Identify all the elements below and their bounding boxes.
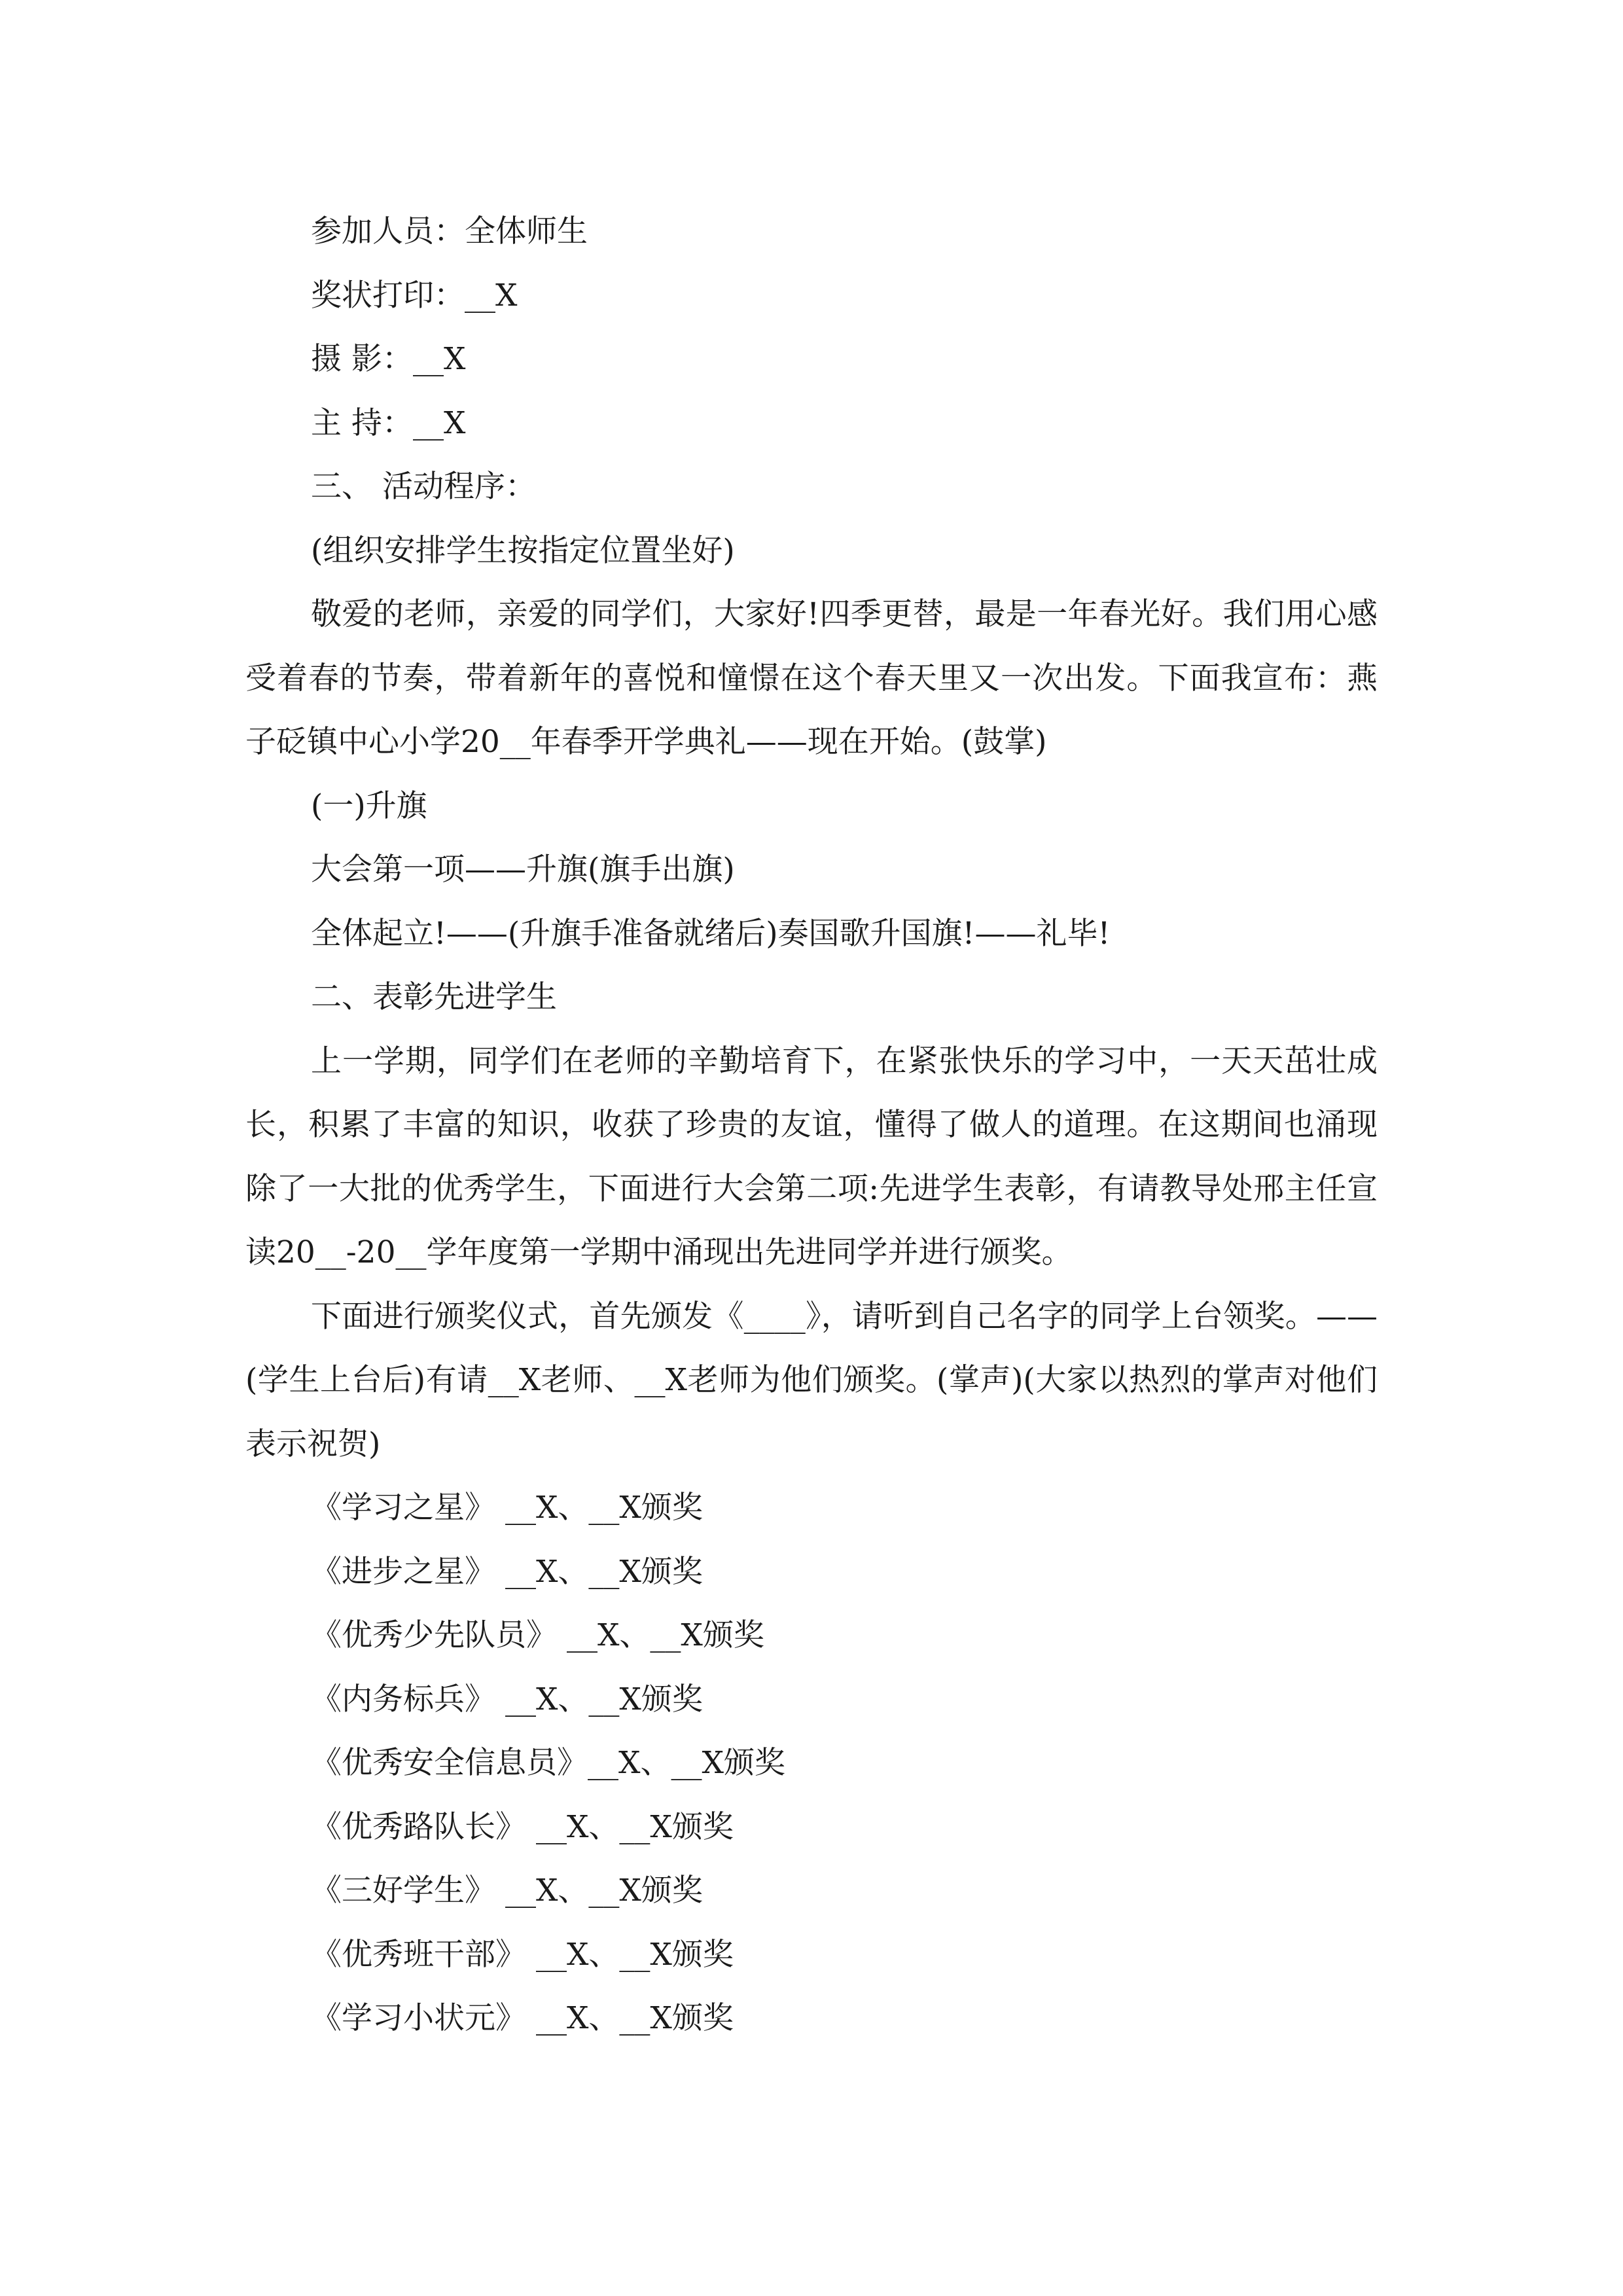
award-line: 《内务标兵》 __X、__X颁奖 — [311, 1681, 703, 1717]
opening-paragraph: 敬爱的老师，亲爱的同学们，大家好!四季更替，最是一年春光好。我们用心感受着春的节奏，带着新年的喜悦和憧憬在这个春天里又一次出发。下面我宣布：燕子砭镇中心小学20__年春季开学典礼——现在开始。(鼓掌) — [245, 596, 1378, 760]
commendation-paragraph: 上一学期，同学们在老师的辛勤培育下，在紧张快乐的学习中，一天天茁壮成长，积累了丰富的知识，收获了珍贵的友谊，懂得了做人的道理。在这期间也涌现除了一大批的优秀学生，下面进行大会第二项:先进学生表彰，有请教导处邢主任宣读20__-20__学年度第一学期中涌现出先进同学并进行颁奖。 — [245, 1043, 1378, 1270]
seating-note: (组织安排学生按指定位置坐好) — [311, 532, 735, 569]
award-line: 《进步之星》 __X、__X颁奖 — [311, 1553, 703, 1590]
certificate-printing-line: 奖状打印：__X — [311, 277, 518, 314]
host-line: 主 持：__X — [311, 404, 466, 441]
flag-raising-heading: (一)升旗 — [311, 787, 427, 824]
award-line: 《优秀班干部》 __X、__X颁奖 — [311, 1936, 734, 1973]
participants-line: 参加人员：全体师生 — [311, 213, 588, 249]
document-body — [245, 200, 1378, 2051]
program-heading: 三、 活动程序： — [311, 469, 536, 505]
award-line: 《优秀路队长》 __X、__X颁奖 — [311, 1808, 734, 1845]
award-line: 《学习小状元》 __X、__X颁奖 — [311, 2000, 734, 2036]
flag-raising-instruction: 全体起立!——(升旗手准备就绪后)奏国歌升国旗!——礼毕! — [311, 915, 1111, 952]
ceremony-paragraph: 下面进行颁奖仪式，首先颁发《____》，请听到自己名字的同学上台领奖。——(学生上台后)有请__X老师、__X老师为他们颁奖。(掌声)(大家以热烈的掌声对他们表示祝贺) — [245, 1298, 1378, 1462]
award-line: 《优秀安全信息员》__X、__X颁奖 — [311, 1745, 785, 1781]
flag-raising-item: 大会第一项——升旗(旗手出旗) — [311, 852, 735, 888]
award-line: 《三好学生》 __X、__X颁奖 — [311, 1873, 703, 1909]
commendation-heading: 二、表彰先进学生 — [311, 979, 557, 1015]
award-line: 《优秀少先队员》 __X、__X颁奖 — [311, 1617, 764, 1653]
award-line: 《学习之星》 __X、__X颁奖 — [311, 1490, 703, 1526]
photography-line: 摄 影：__X — [311, 341, 466, 377]
